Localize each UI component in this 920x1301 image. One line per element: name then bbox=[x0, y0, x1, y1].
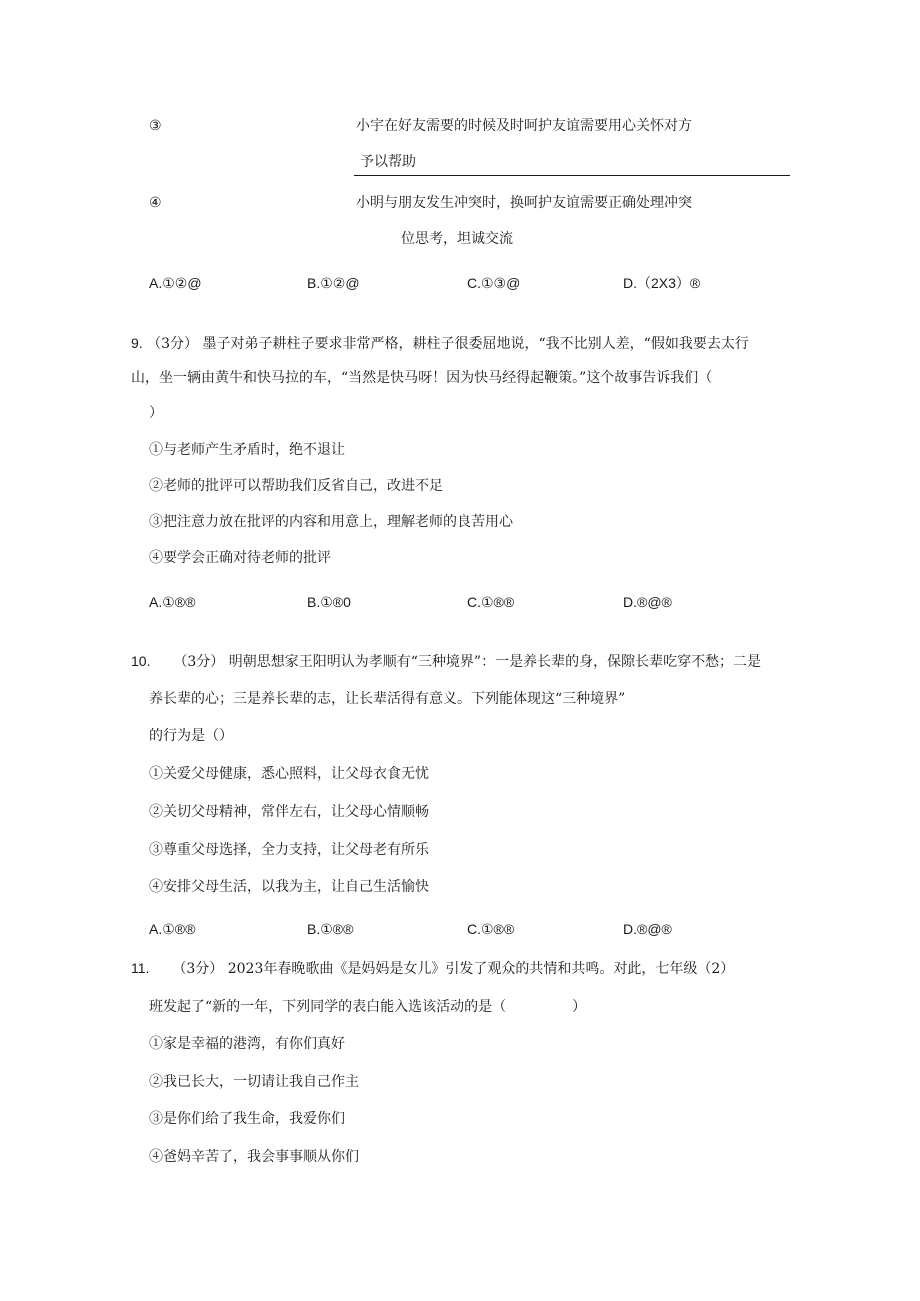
q10-option-a: A.①®® bbox=[149, 921, 196, 937]
q10-header bbox=[131, 651, 761, 672]
q10-item-2: ②关切父母精神，常伴左右，让父母心情顺畅 bbox=[149, 804, 429, 820]
row-4-text-line1: 小明与朋友发生冲突时，换呵护友谊需要正确处理冲突 bbox=[356, 195, 692, 211]
q10-item-1: ①关爱父母健康，悉心照料，让父母衣食无忧 bbox=[149, 766, 429, 782]
q11-answer-paren: ） bbox=[572, 999, 587, 1015]
q11-item-1: ①家是幸福的港湾，有你们真好 bbox=[149, 1036, 345, 1052]
row-3-text-line1: 小宇在好友需要的时候及时呵护友谊需要用心关怀对方 bbox=[356, 118, 692, 134]
q11-item-4: ④爸妈辛苦了，我会事事顺从你们 bbox=[149, 1149, 359, 1165]
q9-stem-line1: 墨子对弟子耕柱子要求非常严格，耕柱子很委屈地说，“我不比别人差，“假如我要去太行 bbox=[202, 336, 749, 352]
q11-stem-line1: 2023年春晚歌曲《是妈妈是女儿》引发了观众的共情和共鸣。对此，七年级（2） bbox=[227, 961, 735, 977]
q11-item-2: ②我已长大，一切请让我自己作主 bbox=[149, 1074, 359, 1090]
row-3-text-line2: 予以帮助 bbox=[360, 154, 416, 170]
q9-item-2: ②老师的批评可以帮助我们反省自己，改进不足 bbox=[149, 478, 443, 494]
row-4-text-line2: 位思考，坦诚交流 bbox=[401, 231, 513, 247]
q10-item-4: ④安排父母生活，以我为主，让自己生活愉快 bbox=[149, 879, 429, 895]
q9-stem-line2: 山，坐一辆由黄牛和快马拉的车，“当然是快马呀！因为快马经得起鞭策。”这个故事告诉我们（ bbox=[131, 370, 713, 386]
q10-number: 10. bbox=[131, 653, 151, 669]
table-option-d: D.（2X3）® bbox=[623, 275, 701, 291]
q10-option-d: D.®@® bbox=[623, 921, 672, 937]
q9-option-b: B.①®0 bbox=[307, 594, 351, 610]
q11-stem-line2-text: 班发起了“新的一年，下列同学的表白能入选该活动的是（ bbox=[149, 999, 507, 1015]
q11-stem-line2 bbox=[149, 997, 586, 1017]
q10-option-b: B.①®® bbox=[307, 921, 354, 937]
table-option-c: C.①③@ bbox=[467, 275, 521, 291]
q9-option-d: D.®@® bbox=[623, 594, 672, 610]
q10-stem-line2: 养长辈的心；三是养长辈的志，让长辈活得有意义。下列能体现这“三种境界” bbox=[149, 691, 626, 707]
q10-stem-line3: 的行为是（） bbox=[149, 728, 233, 744]
q9-option-a: A.①®® bbox=[149, 594, 196, 610]
q9-item-3: ③把注意力放在批评的内容和用意上，理解老师的良苦用心 bbox=[149, 514, 513, 530]
q9-item-1: ①与老师产生矛盾时，绝不退让 bbox=[149, 442, 345, 458]
q9-score: （3分） bbox=[147, 336, 199, 352]
row-4-marker: ④ bbox=[149, 195, 162, 211]
q9-header bbox=[131, 333, 749, 354]
q10-option-c: C.①®® bbox=[467, 921, 515, 937]
table-option-b: B.①②@ bbox=[307, 275, 360, 291]
q9-stem-line3: ） bbox=[149, 405, 163, 421]
q9-option-c: C.①®® bbox=[467, 594, 515, 610]
row-3-marker: ③ bbox=[149, 118, 162, 134]
q10-stem-line1: 明朝思想家王阳明认为孝顺有“三种境界”：一是养长辈的身，保隙长辈吃穿不愁；二是 bbox=[228, 654, 762, 670]
q9-number: 9. bbox=[131, 335, 143, 351]
q11-score: （3分） bbox=[172, 961, 224, 977]
q9-item-4: ④要学会正确对待老师的批评 bbox=[149, 550, 331, 566]
q11-item-3: ③是你们给了我生命，我爱你们 bbox=[149, 1111, 345, 1127]
q11-header bbox=[131, 958, 734, 979]
q10-item-3: ③尊重父母选择，全力支持，让父母老有所乐 bbox=[149, 842, 429, 858]
table-divider bbox=[354, 175, 790, 176]
q10-score: （3分） bbox=[173, 654, 225, 670]
table-option-a: A.①②@ bbox=[149, 275, 202, 291]
q11-number: 11. bbox=[131, 960, 150, 976]
